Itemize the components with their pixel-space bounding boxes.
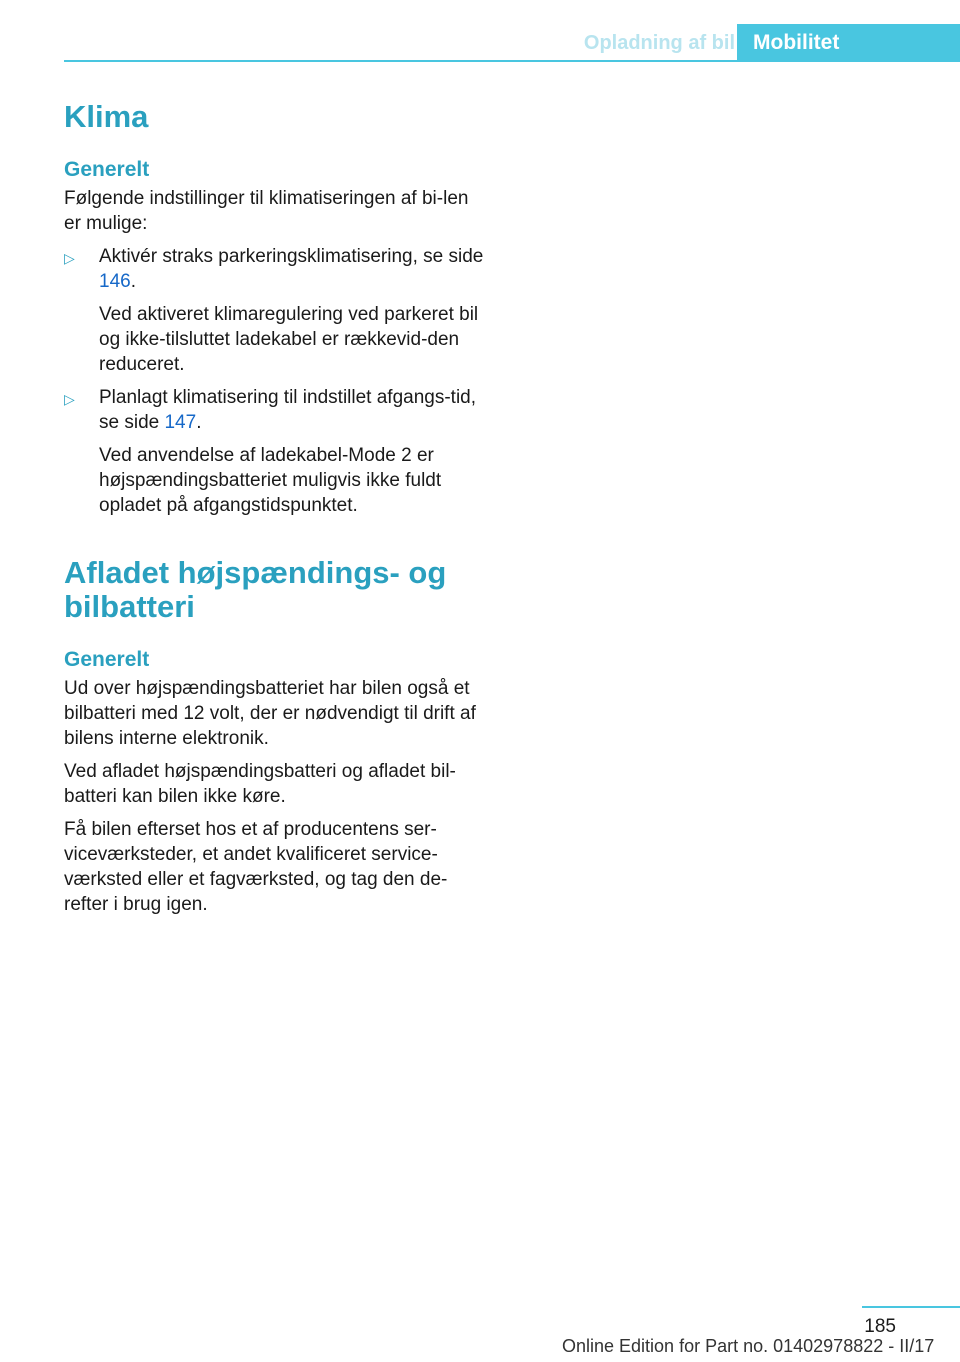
section-title-klima: Klima [64,99,149,134]
subsection-title-generelt: Generelt [64,158,150,181]
list-item [64,385,484,518]
section-title-afladet-batteri: Afladet højspændings- og bilbatteri [64,555,447,624]
subsection-title-generelt: Generelt [64,648,150,671]
page-link-146[interactable]: 146 [99,271,131,292]
edition-footer: Online Edition for Part no. 01402978822 - II/17 [562,1336,935,1356]
body-paragraph: Ud over højspændingsbatteriet har bilen også et bilbatteri med 12 volt, der er nødvendigt til drift af bilens interne elektronik. [64,678,476,749]
triangle-bullet-icon: ▷ [64,250,75,266]
list-item-note: Ved anvendelse af ladekabel-Mode 2 er højspændingsbatteriet muligvis ikke fuldt opladet på afgangstidspunktet. [99,445,442,516]
list-item-text: Planlagt klimatisering til indstillet afgangs-tid, se side 147. [99,387,477,433]
footer-rule [862,1306,960,1308]
triangle-bullet-icon: ▷ [64,391,75,407]
list-item-note: Ved aktiveret klimaregulering ved parkeret bil og ikke-tilsluttet ladekabel er rækkevid-den reduceret. [99,304,479,375]
list-item-text: Aktivér straks parkeringsklimatisering, se side 146. [99,246,484,292]
klima-intro: Følgende indstillinger til klimatiseringen af bi-len er mulige: [64,188,469,234]
klima-options-list [64,244,484,518]
header-chapter-tab: Mobilitet [737,24,960,62]
main-column [64,100,484,925]
list-item [64,244,484,377]
body-paragraph: Ved afladet højspændingsbatteri og afladet bil-batteri kan bilen ikke køre. [64,761,456,807]
page-link-147[interactable]: 147 [164,412,197,433]
page-number: 185 [864,1316,896,1337]
header-section-title: Opladning af bil [583,32,735,54]
body-paragraph: Få bilen efterset hos et af producentens ser-viceværksteder, et andet kvalificeret service-værksted eller et fagværksted, og tag den de-refter i brug igen. [64,819,448,915]
